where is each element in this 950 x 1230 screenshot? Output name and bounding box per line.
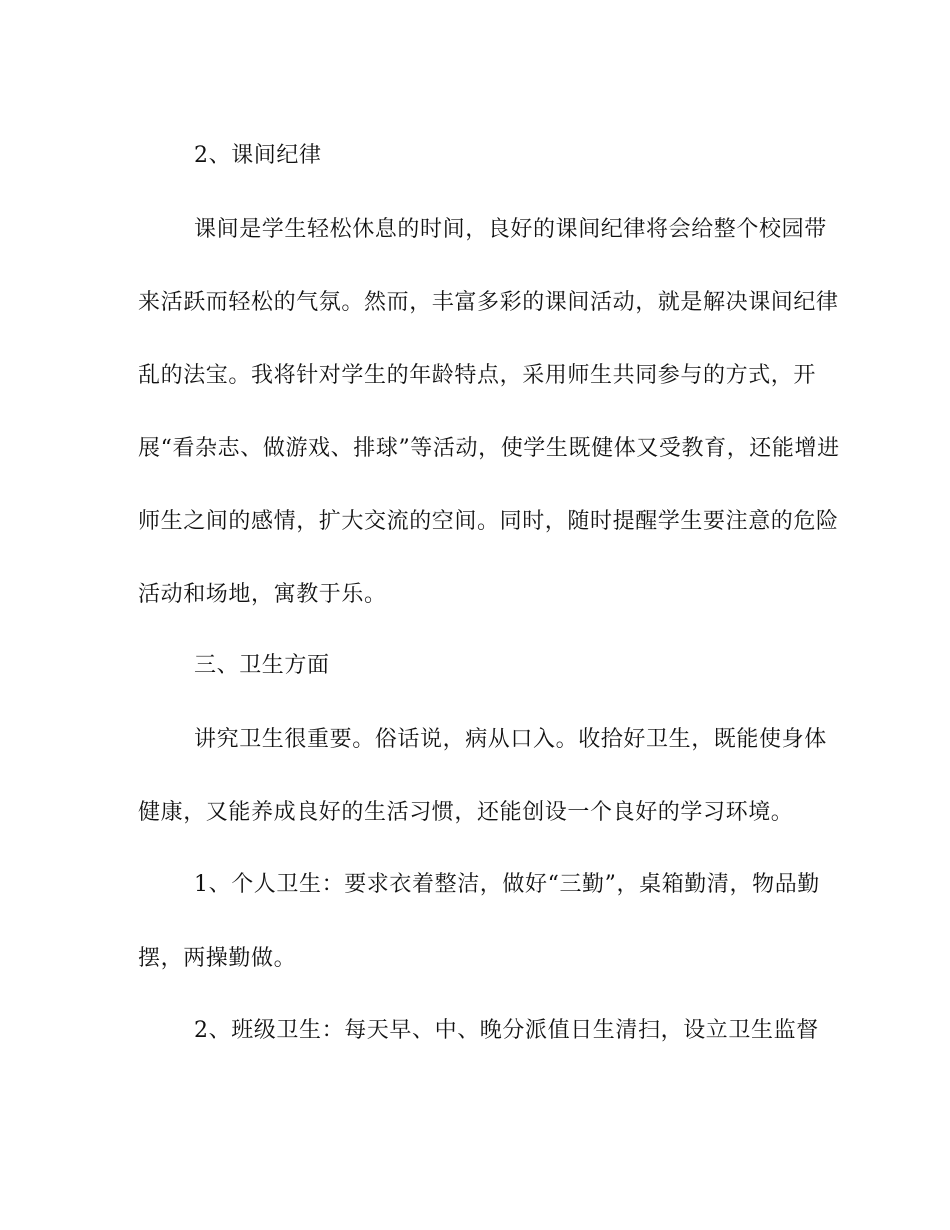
paragraph-line: 讲究卫生很重要。俗话说，病从口入。收拾好卫生，既能使身体	[194, 727, 827, 752]
paragraph-line: 摆，两操勤做。	[138, 946, 297, 971]
list-item-class-hygiene: 2、班级卫生：每天早、中、晚分派值日生清扫，设立卫生监督	[194, 1018, 819, 1043]
paragraph-line: 课间是学生轻松休息的时间，良好的课间纪律将会给整个校园带	[194, 217, 827, 242]
section-heading-recess-discipline: 2、课间纪律	[194, 143, 322, 168]
list-item-personal-hygiene: 1、个人卫生：要求衣着整洁，做好“三勤”，桌箱勤清，物品勤	[194, 872, 820, 897]
paragraph-line: 健康，又能养成良好的生活习惯，还能创设一个良好的学习环境。	[138, 800, 794, 825]
section-heading-hygiene: 三、卫生方面	[194, 653, 330, 678]
paragraph-line: 师生之间的感情，扩大交流的空间。同时，随时提醒学生要注意的危险	[138, 509, 839, 534]
paragraph-line: 乱的法宝。我将针对学生的年龄特点，采用师生共同参与的方式，开	[138, 363, 817, 388]
paragraph-line: 活动和场地，寓教于乐。	[138, 582, 387, 607]
paragraph-line: 来活跃而轻松的气氛。然而，丰富多彩的课间活动，就是解决课间纪律	[138, 290, 839, 315]
paragraph-line: 展“看杂志、做游戏、排球”等活动，使学生既健体又受教育，还能增进	[138, 436, 840, 461]
